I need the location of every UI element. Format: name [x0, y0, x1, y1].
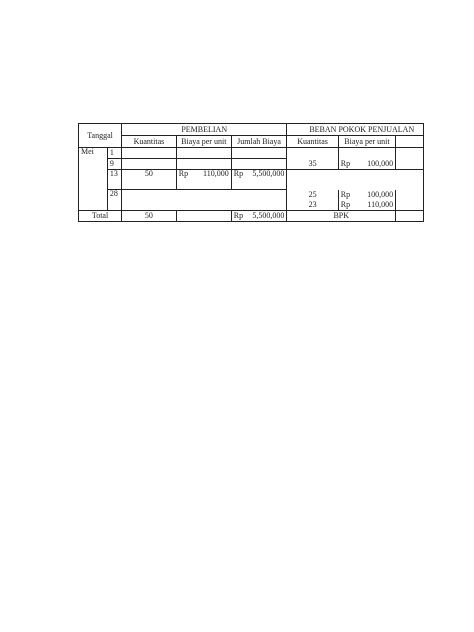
ledger-table	[78, 123, 424, 222]
amount-value: 110,000	[203, 169, 229, 178]
col-bpp-biaya-per-unit: Biaya per unit	[338, 136, 395, 148]
bpp-qty-cell: 35	[287, 159, 338, 170]
bpp-cost-cell	[338, 200, 395, 211]
currency-label: Rp	[233, 169, 244, 178]
col-kuantitas: Kuantitas	[122, 136, 177, 148]
col-bpp-kuantitas: Kuantitas	[287, 136, 338, 148]
spreadsheet-area	[78, 123, 424, 235]
amount-value: 5,500,000	[252, 211, 285, 220]
amount-value: 110,000	[367, 200, 394, 209]
day-cell: 28	[107, 190, 121, 211]
amount-value: 5,500,000	[252, 169, 285, 178]
col-biaya-per-unit: Biaya per unit	[176, 136, 231, 148]
currency-label: Rp	[340, 189, 351, 199]
amount-value: 100,000	[367, 189, 394, 199]
unit-cost-cell	[176, 170, 231, 190]
bpp-cost-cell	[338, 190, 395, 201]
total-amount-cell	[231, 211, 287, 222]
col-jumlah-biaya: Jumlah Biaya	[231, 136, 287, 148]
total-qty-cell: 50	[122, 211, 177, 222]
currency-label: Rp	[233, 211, 244, 220]
bpp-qty-cell: 23	[287, 200, 338, 211]
currency-label: Rp	[340, 158, 351, 168]
currency-label: Rp	[340, 200, 351, 209]
day-cell: 1	[107, 148, 121, 159]
day-cell: 9	[107, 159, 121, 170]
bpk-label: BPK	[287, 211, 396, 222]
total-cost-cell	[231, 170, 287, 190]
amount-value: 100,000	[367, 158, 394, 168]
day-cell: 13	[107, 170, 121, 190]
header-tanggal: Tanggal	[79, 124, 122, 148]
bpp-qty-cell: 25	[287, 190, 338, 201]
col-bpp-jumlah	[396, 136, 424, 148]
bpp-cost-cell	[338, 159, 395, 170]
header-pembelian: PEMBELIAN	[122, 124, 287, 136]
qty-cell: 50	[122, 170, 177, 190]
header-beban-pokok: BEBAN POKOK PENJUALAN	[287, 124, 424, 136]
month-cell: Mei	[79, 148, 108, 211]
currency-label: Rp	[178, 169, 189, 178]
total-label: Total	[79, 211, 122, 222]
